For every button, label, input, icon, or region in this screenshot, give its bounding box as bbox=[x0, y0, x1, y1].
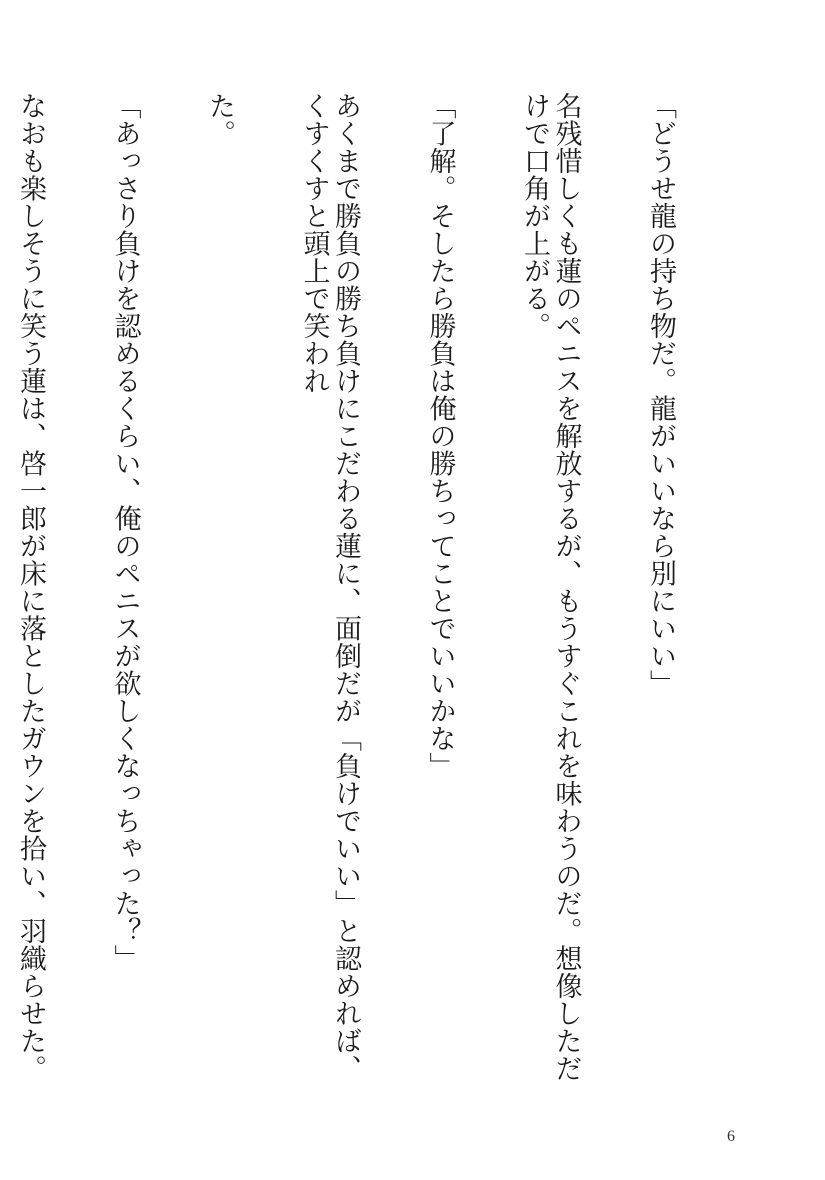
text-line: た。 bbox=[204, 92, 235, 147]
text-line: 「どうせ龍の持ち物だ。龍がいいなら別にいい」 bbox=[645, 92, 676, 697]
page-number: 6 bbox=[727, 1128, 735, 1145]
text-line: なおも楽しそうに笑う蓮は、啓一郎が床に落としたガウンを拾い、羽織らせた。 bbox=[15, 92, 46, 1082]
text-line: 「了解。そしたら勝負は俺の勝ちってことでいいかな」 bbox=[424, 92, 456, 780]
vertical-text-body bbox=[15, 92, 739, 1082]
text-line: あくまで勝負の勝ち負けにこだわる蓮に、面倒だが「負けでいい」と認めれば、くすくすと頭上で笑われ bbox=[298, 92, 361, 1082]
text-line: 名残惜しくも蓮のペニスを解放するが、もうすぐこれを味わうのだ。想像しただけで口角が上がる。 bbox=[519, 92, 582, 1082]
text-line: 「あっさり負けを認めるくらい、俺のペニスが欲しくなっちゃった？」 bbox=[109, 92, 141, 972]
